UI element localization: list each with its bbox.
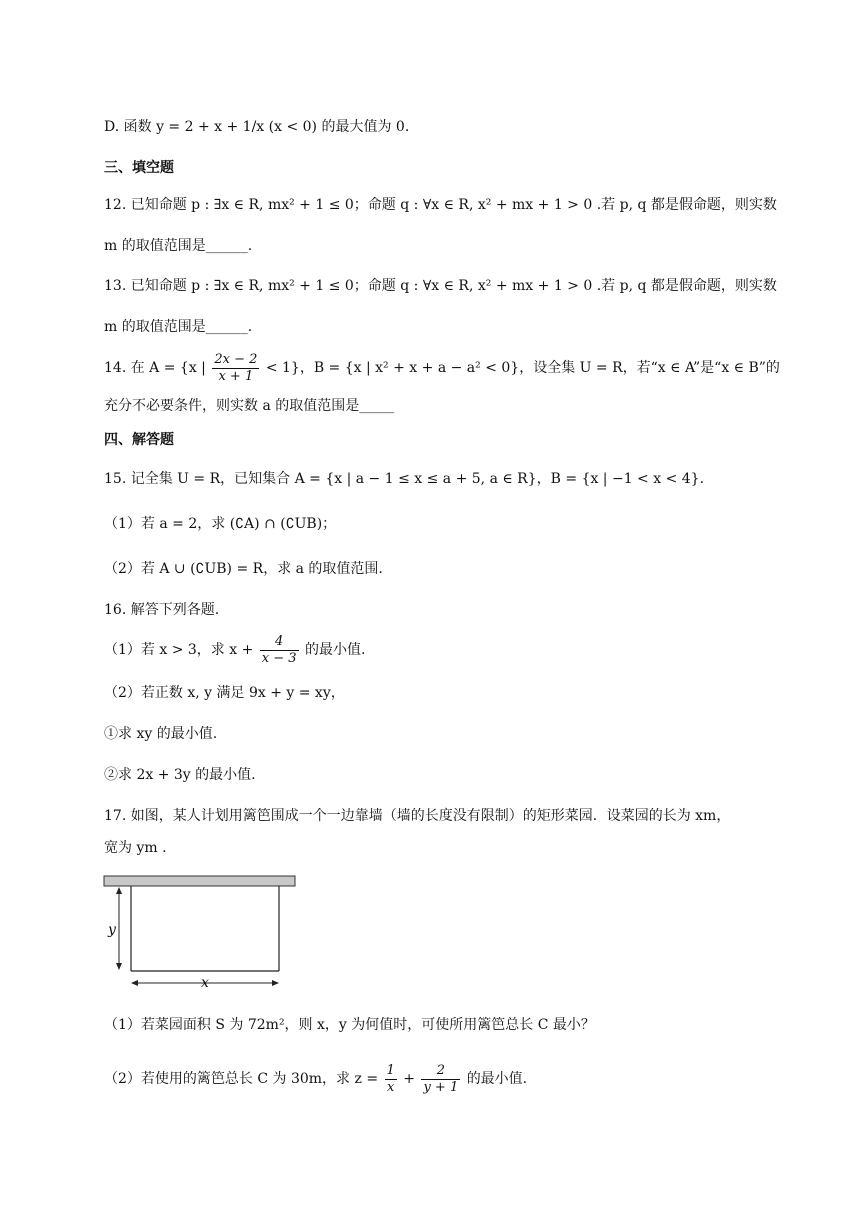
question-14-prefix: 14. 在 A = {x | bbox=[104, 360, 206, 376]
x-arrow-left bbox=[131, 980, 138, 986]
fraction-denominator: x bbox=[385, 1079, 397, 1096]
garden-diagram bbox=[100, 872, 305, 997]
question-17-fraction-2 bbox=[421, 1063, 460, 1096]
fraction-numerator: 2x − 2 bbox=[214, 351, 258, 367]
question-16-part-1-prefix: （1）若 x > 3，求 x + bbox=[104, 642, 254, 658]
option-d bbox=[104, 117, 409, 137]
question-13-line-2: m 的取值范围是______. bbox=[104, 319, 253, 335]
question-17-part-2-prefix: （2）若使用的篱笆总长 C 为 30m，求 z = bbox=[104, 1071, 379, 1087]
y-label: y bbox=[108, 922, 116, 938]
option-d-text: D. 函数 y = 2 + x + 1/x (x < 0) 的最大值为 0. bbox=[104, 119, 410, 135]
section-heading-fill-in: 三、填空题 bbox=[104, 160, 174, 176]
question-17-part-2-suffix: 的最小值. bbox=[466, 1071, 528, 1087]
question-13-line-1: 13. 已知命题 p : ∃x ∈ R, mx² + 1 ≤ 0；命题 q : ∀x ∈ R, x² + mx + 1 > 0 .若 p, q 都是假命题，则实数 bbox=[104, 278, 777, 294]
plus-sign: + bbox=[403, 1071, 415, 1087]
section-heading-answers: 四、解答题 bbox=[104, 432, 174, 448]
question-16-part-2: （2）若正数 x, y 满足 9x + y = xy， bbox=[104, 685, 345, 701]
question-14-suffix: < 1}，B = {x | x² + x + a − a² < 0}，设全集 U = R，若“x ∈ A”是“x ∈ B”的 bbox=[265, 360, 780, 376]
question-17-line-2: 宽为 ym . bbox=[104, 840, 167, 856]
question-17-line-1: 17. 如图，某人计划用篱笆围成一个一边靠墙（墙的长度没有限制）的矩形菜园．设菜园的长为 xm， bbox=[104, 808, 731, 824]
y-arrow-bottom bbox=[116, 963, 122, 970]
question-14-fraction bbox=[212, 352, 259, 385]
x-arrow-right bbox=[272, 980, 279, 986]
question-17-part-1: （1）若菜园面积 S 为 72m²，则 x，y 为何值时，可使所用篱笆总长 C 最小？ bbox=[104, 1017, 595, 1033]
question-15-part-1: （1）若 a = 2，求 (∁A) ∩ (∁UB)； bbox=[104, 516, 337, 532]
question-12-line-1: 12. 已知命题 p : ∃x ∈ R, mx² + 1 ≤ 0；命题 q : ∀x ∈ R, x² + mx + 1 > 0 .若 p, q 都是假命题，则实数 bbox=[104, 197, 777, 213]
question-16-stem: 16. 解答下列各题. bbox=[104, 602, 220, 618]
fraction-denominator: y + 1 bbox=[423, 1079, 459, 1095]
fraction-numerator: 2 bbox=[436, 1062, 445, 1078]
question-14-line-1 bbox=[104, 348, 780, 388]
question-16-part-1 bbox=[104, 630, 365, 670]
question-12-line-2: m 的取值范围是______. bbox=[104, 238, 253, 254]
fraction-numerator: 4 bbox=[275, 633, 284, 649]
question-15-part-2: （2）若 A ∪ (∁UB) = R，求 a 的取值范围. bbox=[104, 561, 383, 577]
question-17-part-2 bbox=[104, 1059, 527, 1099]
fraction-numerator: 1 bbox=[386, 1062, 395, 1078]
fraction-denominator: x + 1 bbox=[212, 368, 259, 385]
x-label: x bbox=[201, 975, 209, 991]
question-16-part-1-suffix: 的最小值. bbox=[305, 642, 366, 658]
question-16-part-2a: ①求 xy 的最小值. bbox=[104, 726, 218, 742]
wall bbox=[104, 876, 295, 886]
question-15-stem: 15. 记全集 U = R，已知集合 A = {x | a − 1 ≤ x ≤ a + 5, a ∈ R}，B = {x | −1 < x < 4}. bbox=[104, 471, 705, 487]
y-arrow-top bbox=[116, 887, 122, 894]
fraction-denominator: x − 3 bbox=[261, 650, 297, 666]
question-17-fraction-1 bbox=[385, 1063, 397, 1096]
question-14-line-2: 充分不必要条件，则实数 a 的取值范围是_____ bbox=[104, 398, 395, 414]
question-16-part-2b: ②求 2x + 3y 的最小值. bbox=[104, 767, 256, 783]
question-16-fraction bbox=[260, 634, 299, 667]
